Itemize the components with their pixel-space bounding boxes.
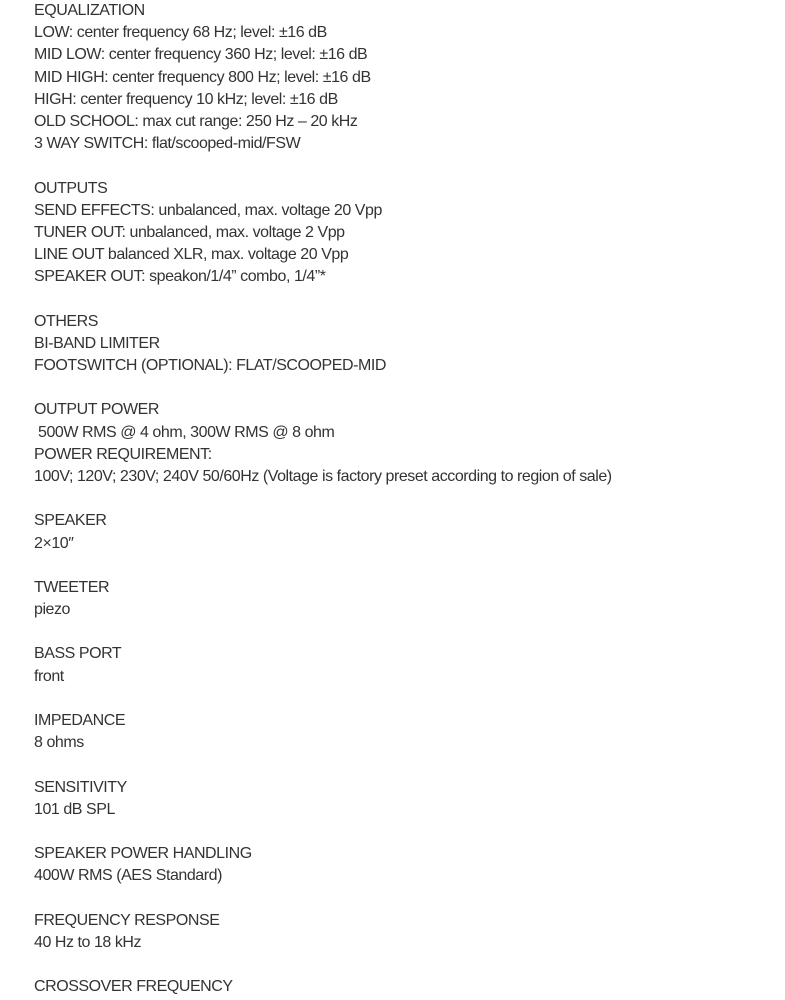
spec-line: 3 WAY SWITCH: flat/scooped-mid/FSW [34, 135, 301, 153]
spec-line: 100V; 120V; 230V; 240V 50/60Hz (Voltage is factory preset according to region of sale) [34, 467, 612, 485]
section-heading: IMPEDANCE [34, 712, 126, 729]
spec-section-equalization [34, 0, 785, 155]
spec-line: SEND EFFECTS: unbalanced, max. voltage 20 Vpp [34, 201, 382, 219]
spec-line: 101 dB SPL [34, 800, 115, 818]
spec-line: HIGH: center frequency 10 kHz; level: ±16 dB [34, 90, 338, 108]
spec-section-bass-port [34, 643, 785, 687]
spec-section-tweeter [34, 577, 785, 621]
spec-line: MID LOW: center frequency 360 Hz; level: ±16 dB [34, 46, 368, 64]
spec-section-speaker [34, 510, 785, 554]
section-heading: TWEETER [34, 578, 110, 596]
spec-line: 40 Hz to 18 kHz [34, 933, 142, 951]
spec-line: front [34, 667, 64, 685]
spec-line: 2×10″ [34, 534, 74, 552]
section-heading: BASS PORT [34, 645, 122, 663]
spec-line: 400W RMS (AES Standard) [34, 867, 222, 885]
section-heading: OTHERS [34, 312, 98, 330]
spec-section-crossover-frequency [34, 976, 785, 998]
spec-line: OLD SCHOOL: max cut range: 250 Hz – 20 kHz [34, 112, 358, 130]
spec-line: FOOTSWITCH (OPTIONAL): FLAT/SCOOPED-MID [34, 357, 386, 374]
section-heading: SPEAKER POWER HANDLING [34, 845, 252, 863]
section-heading: SENSITIVITY [34, 778, 127, 796]
section-heading: OUTPUT POWER [34, 401, 159, 419]
spec-line: TUNER OUT: unbalanced, max. voltage 2 Vpp [34, 223, 345, 241]
section-heading: SPEAKER [34, 512, 107, 530]
spec-section-output-power [34, 399, 785, 488]
section-heading: CROSSOVER FREQUENCY [34, 978, 233, 996]
spec-line: piezo [34, 601, 71, 619]
spec-section-sensitivity [34, 777, 785, 821]
spec-line: LINE OUT balanced XLR, max. voltage 20 Vpp [34, 246, 349, 264]
spec-line: 500W RMS @ 4 ohm, 300W RMS @ 8 ohm [34, 423, 335, 441]
spec-line: MID HIGH: center frequency 800 Hz; level: ±16 dB [34, 68, 371, 86]
spec-line: BI-BAND LIMITER [34, 334, 160, 352]
spec-line: POWER REQUIREMENT: [34, 445, 212, 463]
spec-section-others [34, 311, 785, 378]
spec-section-impedance [34, 710, 785, 754]
spec-line: 8 ohms [34, 734, 84, 752]
spec-line: SPEAKER OUT: speakon/1/4” combo, 1/4”* [34, 268, 326, 286]
spec-section-outputs [34, 178, 785, 289]
spec-line: LOW: center frequency 68 Hz; level: ±16 dB [34, 24, 327, 42]
section-heading: OUTPUTS [34, 179, 108, 197]
section-heading: FREQUENCY RESPONSE [34, 911, 220, 929]
section-heading: EQUALIZATION [34, 2, 145, 19]
spec-section-frequency-response [34, 910, 785, 954]
spec-section-speaker-power-handling [34, 843, 785, 887]
